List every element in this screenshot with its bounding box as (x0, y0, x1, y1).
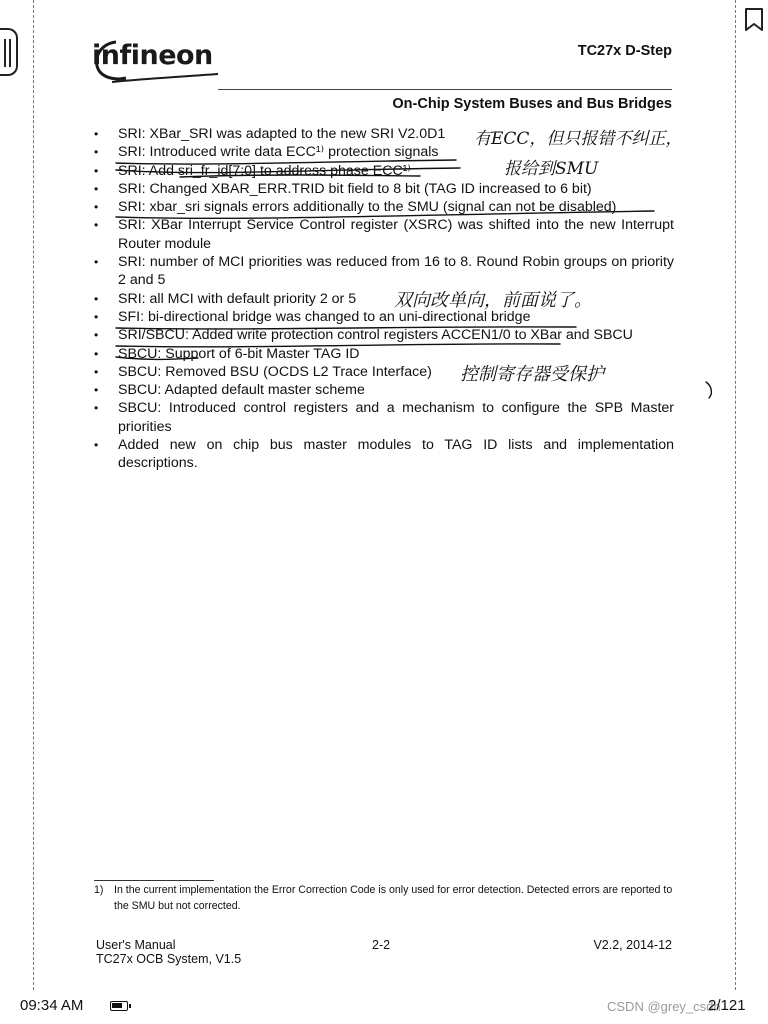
list-item-text: SBCU: Removed BSU (OCDS L2 Trace Interface) (118, 363, 432, 380)
footnote-number: 1) (94, 884, 104, 896)
sidebar-toggle-handle[interactable] (0, 28, 18, 76)
list-item-text: SRI: Introduced write data ECC¹⁾ protection signals (118, 144, 439, 161)
bullet-marker: • (94, 181, 99, 196)
list-item-text: SRI: Changed XBAR_ERR.TRID bit field to 8 bit (TAG ID increased to 6 bit) (118, 180, 592, 197)
handwritten-note-smu: 报给到SMU (504, 159, 599, 179)
page-counter[interactable]: 2/121 (708, 997, 746, 1014)
watermark: CSDN @grey_csdn (607, 999, 721, 1014)
bullet-marker: • (94, 383, 99, 398)
left-margin-guide (33, 0, 34, 990)
list-item-text: SFI: bi-directional bridge was changed to an uni-directional bridge (118, 308, 531, 325)
list-item (94, 399, 674, 436)
list-item (94, 326, 674, 344)
list-item-text: SRI: XBar_SRI was adapted to the new SRI V2.0D1 (118, 126, 446, 142)
list-item-text: SRI: Add sri_fr_id[7:0] to address phase ECC¹⁾ (118, 162, 411, 179)
bullet-marker: • (94, 364, 99, 379)
logo-wordmark: infineon (92, 40, 213, 71)
bullet-marker: • (94, 200, 99, 215)
bullet-marker: • (94, 328, 99, 343)
header-divider (218, 89, 672, 90)
list-item (94, 436, 674, 473)
bullet-marker: • (94, 401, 99, 416)
footer-manual-info (96, 938, 241, 966)
list-item-text: SRI: all MCI with default priority 2 or 5 (118, 290, 357, 307)
footer-version: V2.2, 2014-12 (593, 938, 672, 952)
infineon-logo (92, 34, 220, 88)
bullet-marker: • (94, 309, 99, 324)
section-title: On-Chip System Buses and Bus Bridges (392, 96, 672, 112)
bullet-marker: • (94, 438, 99, 453)
bullet-marker: • (94, 346, 99, 361)
list-item (94, 253, 674, 290)
ink-brace (706, 382, 711, 398)
handwritten-note-protection: 控制寄存器受保护 (460, 364, 604, 385)
battery-icon (110, 1001, 128, 1011)
list-item-text: SRI: xbar_sri signals errors additionally to the SMU (signal can not be disabled) (118, 199, 617, 216)
footnote-text: In the current implementation the Error Correction Code is only used for error detection. Detected errors are reported to the SMU but not corrected. (114, 884, 673, 912)
footer-manual-subtitle: TC27x OCB System, V1.5 (96, 952, 242, 966)
footer-page-number: 2-2 (372, 938, 391, 952)
list-item-text: SRI: XBar Interrupt Service Control register (XSRC) was shifted into the new Interrupt Router module (118, 217, 674, 252)
footnote-divider (94, 880, 214, 881)
status-time: 09:34 AM (20, 997, 84, 1014)
list-item-text: SRI: number of MCI priorities was reduced from 16 to 8. Round Robin groups on priority 2 and 5 (118, 254, 674, 289)
footnote (94, 883, 674, 914)
right-margin-guide (735, 0, 736, 990)
bullet-marker: • (94, 163, 99, 178)
bullet-marker: • (94, 255, 99, 270)
list-item-text: SBCU: Introduced control registers and a mechanism to configure the SPB Master priorities (118, 400, 674, 435)
bookmark-icon[interactable] (744, 8, 764, 32)
footer-manual-title: User's Manual (96, 938, 176, 952)
list-item (94, 198, 674, 216)
handwritten-note-ecc: 有ECC，但只报错不纠正， (474, 129, 683, 149)
list-item-text: SRI/SBCU: Added write protection control registers ACCEN1/0 to XBar and SBCU (118, 327, 633, 344)
handwritten-note-bridge: 双向改单向，前面说了。 (394, 290, 592, 311)
bullet-marker: • (94, 291, 99, 306)
list-item (94, 180, 674, 198)
list-item-text: Added new on chip bus master modules to TAG ID lists and implementation descriptions. (118, 437, 674, 472)
bullet-marker: • (94, 145, 99, 160)
list-item (94, 216, 674, 253)
bullet-marker: • (94, 218, 99, 233)
document-title: TC27x D-Step (577, 43, 672, 59)
list-item-text: SBCU: Adapted default master scheme (118, 382, 365, 399)
list-item-text: SBCU: Support of 6-bit Master TAG ID (118, 345, 360, 362)
bullet-marker: • (94, 127, 99, 141)
